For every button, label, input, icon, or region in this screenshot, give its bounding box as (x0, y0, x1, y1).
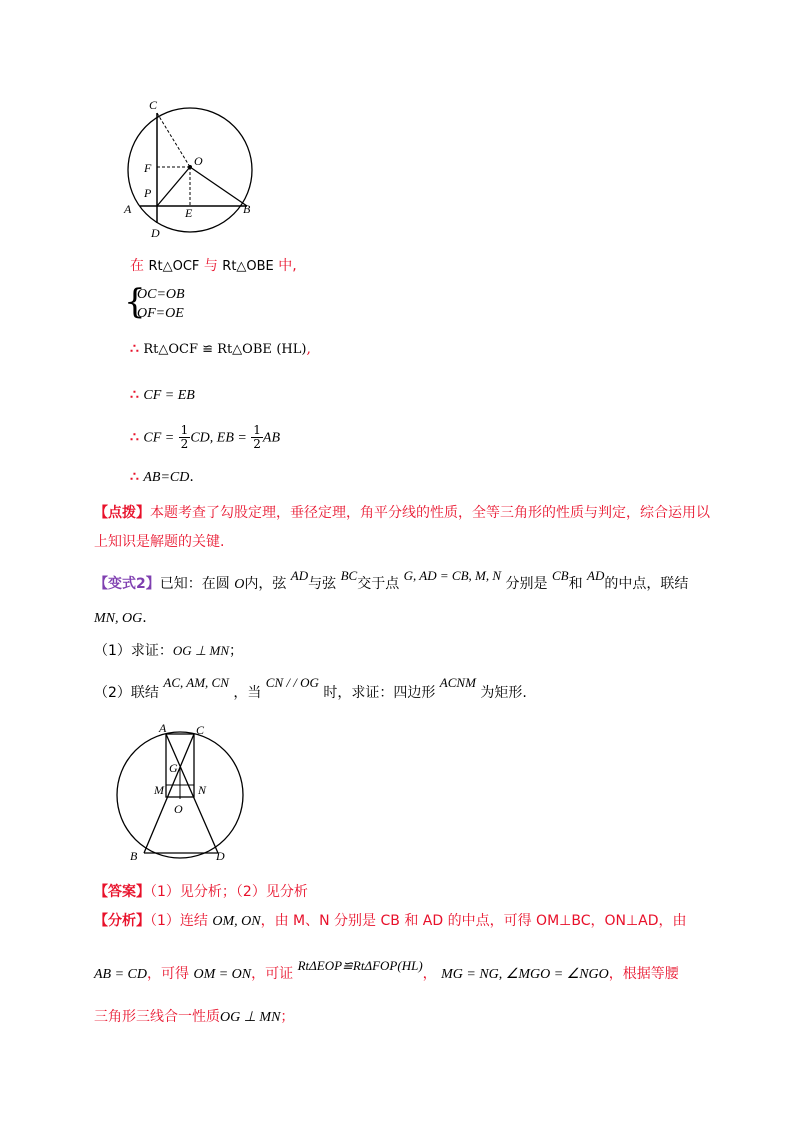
proof-system-brace: { (124, 282, 146, 322)
proof-eq-2: OF=OE (137, 306, 184, 321)
note-line-2: 上知识是解题的关键. (94, 534, 225, 550)
label-d2: D (216, 849, 225, 863)
proof-line-3: ∴ Rt△OCF ≌ Rt△OBE (HL), (130, 341, 311, 357)
label-a2: A (159, 722, 167, 735)
center-dot-o (188, 165, 192, 169)
label-a: A (124, 202, 132, 216)
analysis-line-3: 三角形三线合一性质OG ⊥ MN； (94, 1009, 295, 1025)
variant-question-2: （2）联结 AC, AM, CN ，当 CN / / OG 时，求证：四边形 ACNM 为矩形. (94, 675, 527, 701)
fraction-half-2: $\frac{1}{2}$ (253, 423, 261, 451)
analysis-line-1: 【分析】（1）连结 OM, ON，由 M、N 分别是 CB 和 AD 的中点，可得 OM⊥BC，ON⊥AD，由 (94, 913, 687, 929)
answer-line: 【答案】（1）见分析；（2）见分析 (94, 884, 308, 900)
label-m: M (154, 783, 164, 797)
fraction-half-1: $\frac{1}{2}$ (180, 423, 189, 451)
label-e: E (185, 206, 193, 220)
analysis-line-2: AB = CD，可得 OM = ON，可证 RtΔEOP≌RtΔFOP(HL)， MG = NG, ∠MGO = ∠NGO，根据等腰 (94, 958, 679, 982)
figure-circle-1 (115, 95, 285, 245)
variant-question-1: （1）求证：OG ⊥ MN； (94, 643, 244, 659)
label-d: D (151, 226, 160, 240)
variant-line-2: MN, OG. (94, 610, 147, 626)
label-o2: O (174, 802, 183, 816)
figure-circle-2 (112, 722, 262, 872)
label-b2: B (130, 849, 138, 863)
segment-op (157, 167, 190, 206)
note-line-1: 【点拨】本题考查了勾股定理，垂径定理，角平分线的性质，全等三角形的性质与判定，综合运用以 (94, 505, 710, 521)
label-c: C (149, 98, 158, 112)
label-p: P (144, 186, 152, 200)
label-n: N (198, 783, 207, 797)
label-g: G (169, 761, 178, 775)
proof-line-5: ∴ CF = $\frac{1}{2}$ CD, EB = $\frac{1}{2}$ AB (130, 423, 281, 451)
proof-line-1: 在 Rt△OCF 与 Rt△OBE 中, (130, 258, 297, 274)
proof-line-6: ∴ AB=CD. (130, 469, 194, 485)
label-o: O (194, 154, 203, 168)
label-c2: C (196, 723, 205, 737)
proof-line-4: ∴ CF = EB (130, 387, 195, 403)
chord-cb (144, 734, 194, 853)
chord-ad (166, 734, 218, 853)
proof-eq-1: OC=OB (137, 287, 185, 302)
label-f: F (144, 161, 152, 175)
segment-ob (190, 167, 247, 206)
segment-co (157, 113, 190, 167)
variant-line-1: 【变式2】已知：在圆 O内，弦 AD与弦 BC交于点 G, AD = CB, M, N 分别是 CB和 AD的中点，联结 (94, 568, 689, 592)
label-b: B (243, 202, 251, 216)
